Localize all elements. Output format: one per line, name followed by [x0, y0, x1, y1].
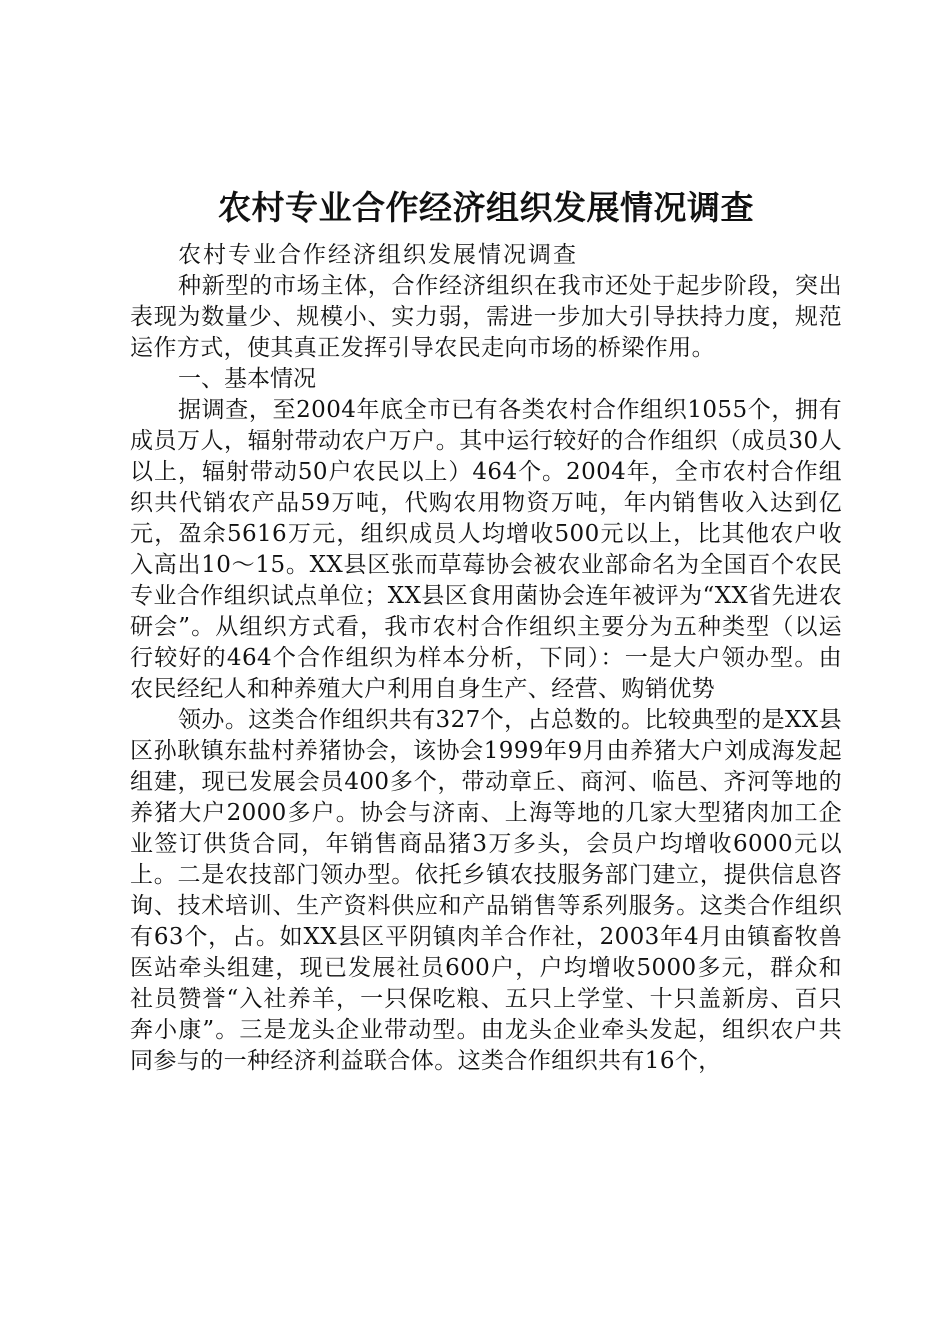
section-heading-basic: 一、基本情况 [178, 366, 316, 392]
paragraph-survey: 据调查，至2004年底全市已有各类农村合作组织1055个，拥有成员万人，辐射带动农户万户。其中运行较好的合作组织（成员30人以上，辐射带动50户农民以上）464个。2004年，全市农村合作组织共代销农产品59万吨，代购农用物资万吨，年内销售收入达到亿元，盈余5616万元，组织成员人均增收500元以上，比其他农户收入高出10～15。XX县区张而草莓协会被农业部命名为全国百个农民专业合作组织试点单位；XX县区食用菌协会连年被评为“XX省先进农研会”。从组织方式看，我市农村合作组织主要分为五种类型（以运行较好的464个合作组织为样本分析，下同）：一是大户领办型。由农民经纪人和种养殖大户利用自身生产、经营、购销优势 [130, 397, 842, 702]
document-page [130, 185, 842, 1077]
paragraph-types: 领办。这类合作组织共有327个，占总数的。比较典型的是XX县区孙耿镇东盐村养猪协会，该协会1999年9月由养猪大户刘成海发起组建，现已发展会员400多个，带动章丘、商河、临邑、齐河等地的养猪大户2000多户。协会与济南、上海等地的几家大型猪肉加工企业签订供货合同，年销售商品猪3万多头，会员户均增收6000元以上。二是农技部门领办型。依托乡镇农技服务部门建立，提供信息咨询、技术培训、生产资料供应和产品销售等系列服务。这类合作组织有63个，占。如XX县区平阴镇肉羊合作社，2003年4月由镇畜牧兽医站牵头组建，现已发展社员600户，户均增收5000多元，群众和社员赞誉“入社养羊，一只保吃粮、五只上学堂、十只盖新房、百只奔小康”。三是龙头企业带动型。由龙头企业牵头发起，组织农户共同参与的一种经济利益联合体。这类合作组织共有16个， [130, 707, 842, 1074]
paragraph-intro: 种新型的市场主体，合作经济组织在我市还处于起步阶段，突出表现为数量少、规模小、实力弱，需进一步加大引导扶持力度，规范运作方式，使其真正发挥引导农民走向市场的桥梁作用。 [130, 273, 842, 361]
document-title: 农村专业合作经济组织发展情况调查 [218, 188, 754, 227]
document-subtitle: 农村专业合作经济组织发展情况调查 [178, 242, 578, 268]
